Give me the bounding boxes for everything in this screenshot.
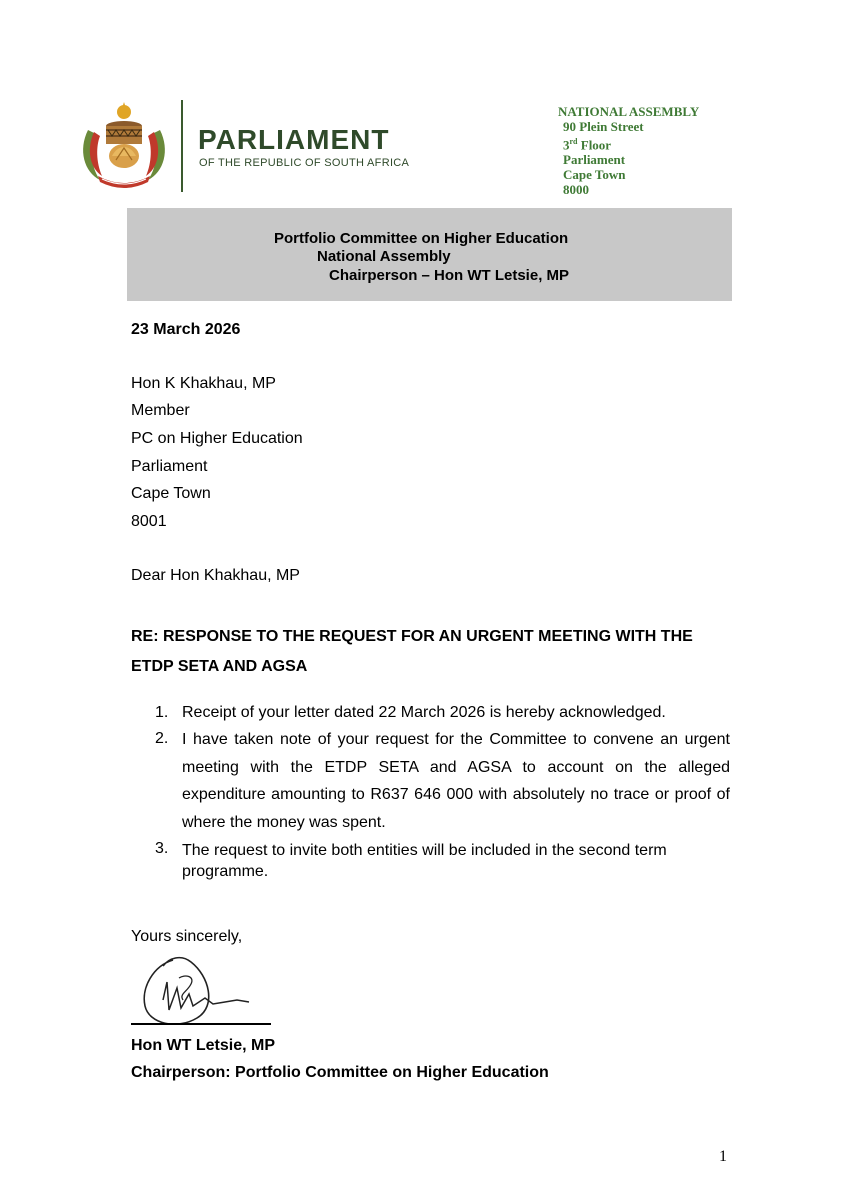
logo-subtitle: OF THE REPUBLIC OF SOUTH AFRICA: [199, 157, 410, 169]
list-item-number: 1.: [155, 704, 169, 721]
closing: Yours sincerely,: [131, 928, 243, 945]
handwritten-signature: [133, 948, 263, 1033]
salutation: Dear Hon Khakhau, MP: [131, 567, 300, 584]
list-item-text: The request to invite both entities will be included in the second term programme.: [182, 842, 667, 880]
list-item-text: Receipt of your letter dated 22 March 2026 is hereby acknowledged.: [182, 704, 666, 721]
banner-house: National Assembly: [317, 248, 451, 265]
list-item-text: I have taken note of your request for the Committee to convene an urgent meeting with the ETDP SETA and AGSA to account on the alleged expenditure amounting to R637 646 000 with absolutely no trace or proof of where the money was spent.: [182, 731, 730, 831]
list-item-number: 2.: [155, 730, 169, 747]
address-title: NATIONAL ASSEMBLY: [558, 104, 700, 119]
list-item-number: 3.: [155, 840, 169, 857]
address-street: 90 Plein Street: [563, 119, 644, 134]
signature-line: [131, 1023, 271, 1025]
banner-committee: Portfolio Committee on Higher Education: [274, 230, 569, 247]
address-postal: 8000: [563, 182, 589, 198]
subject-line: RE: RESPONSE TO THE REQUEST FOR AN URGENT MEETING WITH THE ETDP SETA AND AGSA: [131, 628, 693, 675]
recipient-postal: 8001: [131, 513, 167, 530]
recipient-city: Cape Town: [131, 485, 211, 502]
logo-divider: [181, 100, 183, 192]
logo-wordmark: PARLIAMENT: [198, 124, 390, 155]
signatory-title: Chairperson: Portfolio Committee on Higher Education: [131, 1064, 549, 1081]
address-block: [558, 104, 699, 197]
recipient-name: Hon K Khakhau, MP: [131, 375, 276, 392]
recipient-role: Member: [131, 402, 190, 419]
address-building: Parliament: [563, 152, 626, 168]
page-number: 1: [719, 1148, 727, 1165]
recipient-committee: PC on Higher Education: [131, 430, 303, 447]
signatory-name: Hon WT Letsie, MP: [131, 1037, 275, 1054]
committee-banner: [127, 208, 732, 301]
parliament-crest-logo: [78, 100, 170, 194]
address-floor: 3rd Floor: [563, 137, 612, 153]
banner-chairperson: Chairperson – Hon WT Letsie, MP: [329, 267, 570, 284]
letter-date: 23 March 2026: [131, 321, 241, 338]
recipient-institution: Parliament: [131, 458, 208, 475]
address-city: Cape Town: [563, 167, 626, 183]
